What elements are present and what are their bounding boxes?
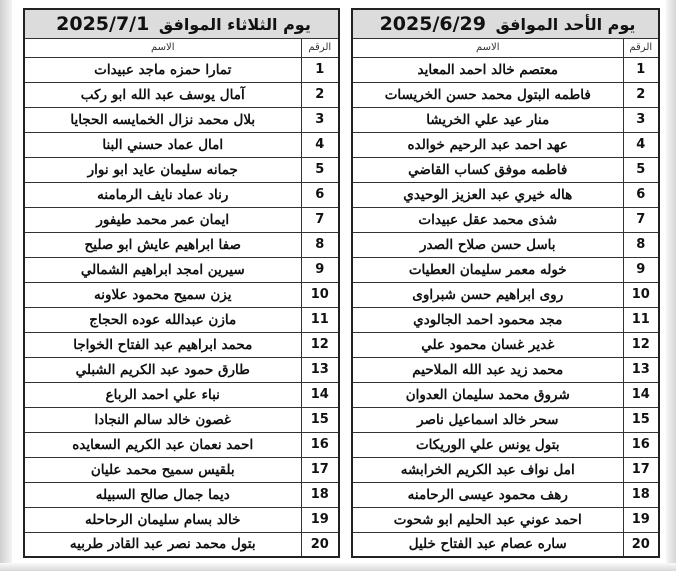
row-number: 10 [301,282,339,307]
row-number: 11 [623,307,659,332]
day-label: يوم الأحد [563,14,636,34]
row-number: 1 [301,57,339,82]
table-row [352,107,659,132]
row-number: 18 [623,482,659,507]
student-name: معتصم خالد احمد المعايد [352,57,623,82]
row-number: 8 [623,232,659,257]
student-name: طارق حمود عبد الكريم الشبلي [24,357,301,382]
row-number: 17 [301,457,339,482]
student-name: روى ابراهيم حسن شبراوى [352,282,623,307]
date-label: 2025/6/29 [379,12,486,35]
table-row [352,382,659,407]
student-name: يزن سميح محمود علاونه [24,282,301,307]
number-column-header: الرقم [623,38,659,57]
table-row [24,532,339,557]
row-number: 7 [623,207,659,232]
row-number: 12 [301,332,339,357]
table-row [24,57,339,82]
student-name: باسل حسن صلاح الصدر [352,232,623,257]
table-row [352,232,659,257]
student-name: احمد نعمان عبد الكريم السعايده [24,432,301,457]
table-row [24,407,339,432]
student-name: بلقيس سميح محمد عليان [24,457,301,482]
table-row [352,357,659,382]
student-name: شروق محمد سليمان العدوان [352,382,623,407]
student-name: عهد احمد عبد الرحيم خوالده [352,132,623,157]
table-row [352,507,659,532]
table-title [24,9,339,38]
row-number: 16 [301,432,339,457]
row-number: 5 [623,157,659,182]
row-number: 3 [623,107,659,132]
table-row [352,457,659,482]
tuesday-schedule-table [23,8,340,558]
row-number: 10 [623,282,659,307]
date-label: 2025/7/1 [56,12,150,35]
student-name: رهف محمود عيسى الرحامنه [352,482,623,507]
student-name: امال عماد حسني البنا [24,132,301,157]
row-number: 12 [623,332,659,357]
row-number: 3 [301,107,339,132]
name-column-header: الاسم [24,38,301,57]
table-row [24,457,339,482]
table-row [352,482,659,507]
student-name: ايمان عمر محمد طيفور [24,207,301,232]
table-title-row [24,9,339,38]
agree-label: الموافق [158,14,222,34]
student-name: خالد بسام سليمان الرحاحله [24,507,301,532]
table-row [24,207,339,232]
table-row [24,307,339,332]
student-name: نباء علي احمد الرباع [24,382,301,407]
table-row [24,132,339,157]
student-name: فاطمه موفق كساب القاضي [352,157,623,182]
row-number: 8 [301,232,339,257]
row-number: 17 [623,457,659,482]
row-number: 11 [301,307,339,332]
student-name: فاطمه البتول محمد حسن الخريسات [352,82,623,107]
header-row [352,38,659,57]
student-name: مجد محمود احمد الجالودي [352,307,623,332]
student-name: رناد عماد نايف الرمامنه [24,182,301,207]
name-column-header: الاسم [352,38,623,57]
table-row [352,182,659,207]
row-number: 19 [623,507,659,532]
header-row [24,38,339,57]
row-number: 20 [301,532,339,557]
student-name: صفا ابراهيم عايش ابو صليح [24,232,301,257]
student-name: سيرين امجد ابراهيم الشمالي [24,257,301,282]
student-name: آمال يوسف عبد الله ابو ركب [24,82,301,107]
row-number: 2 [623,82,659,107]
table-row [352,132,659,157]
page-shadow-right [666,0,676,571]
row-number: 4 [301,132,339,157]
table-row [352,282,659,307]
table-row [24,332,339,357]
row-number: 9 [301,257,339,282]
sunday-schedule-table [351,8,660,558]
table-row [352,157,659,182]
day-label: يوم الثلاثاء [227,14,311,34]
student-name: غدير غسان محمود علي [352,332,623,357]
table-row [24,107,339,132]
table-row [352,307,659,332]
row-number: 15 [623,407,659,432]
table-row [24,157,339,182]
row-number: 14 [301,382,339,407]
student-name: ساره عصام عبد الفتاح خليل [352,532,623,557]
row-number: 6 [301,182,339,207]
row-number: 5 [301,157,339,182]
table-row [24,257,339,282]
table-row [352,332,659,357]
table-row [24,507,339,532]
student-name: هاله خيري عبد العزيز الوحيدي [352,182,623,207]
student-name: سحر خالد اسماعيل ناصر [352,407,623,432]
table-row [24,432,339,457]
row-number: 4 [623,132,659,157]
table-row [352,257,659,282]
row-number: 7 [301,207,339,232]
table-row [24,357,339,382]
table-row [352,57,659,82]
agree-label: الموافق [495,14,559,34]
table-row [24,282,339,307]
student-name: خوله معمر سليمان العطيات [352,257,623,282]
table-title [352,9,659,38]
table-row [352,407,659,432]
row-number: 18 [301,482,339,507]
student-name: امل نواف عبد الكريم الخرابشه [352,457,623,482]
row-number: 1 [623,57,659,82]
student-name: محمد زيد عبد الله الملاحيم [352,357,623,382]
student-name: مازن عبدالله عوده الحجاج [24,307,301,332]
row-number: 2 [301,82,339,107]
row-number: 9 [623,257,659,282]
page-shadow-bottom [0,563,676,571]
student-name: منار عيد علي الخريشا [352,107,623,132]
number-column-header: الرقم [301,38,339,57]
student-name: جمانه سليمان عايد ابو نوار [24,157,301,182]
student-name: بلال محمد نزال الخمايسه الحجايا [24,107,301,132]
row-number: 6 [623,182,659,207]
row-number: 15 [301,407,339,432]
table-row [352,207,659,232]
student-name: ديما جمال صالح السبيله [24,482,301,507]
table-row [24,382,339,407]
table-row [24,482,339,507]
student-name: بتول يونس علي الوريكات [352,432,623,457]
row-number: 19 [301,507,339,532]
table-row [24,182,339,207]
table-row [352,532,659,557]
student-name: تمارا حمزه ماجد عبيدات [24,57,301,82]
table-title-row [352,9,659,38]
table-row [352,432,659,457]
row-number: 20 [623,532,659,557]
row-number: 14 [623,382,659,407]
table-row [24,82,339,107]
table-row [24,232,339,257]
page-shadow-left [0,0,12,571]
student-name: بتول محمد نصر عبد القادر طربيه [24,532,301,557]
student-name: احمد عوني عبد الحليم ابو شحوت [352,507,623,532]
row-number: 13 [301,357,339,382]
student-name: شذى محمد عقل عبيدات [352,207,623,232]
row-number: 16 [623,432,659,457]
student-name: غصون خالد سالم النجادا [24,407,301,432]
student-name: محمد ابراهيم عبد الفتاح الخواجا [24,332,301,357]
row-number: 13 [623,357,659,382]
table-row [352,82,659,107]
